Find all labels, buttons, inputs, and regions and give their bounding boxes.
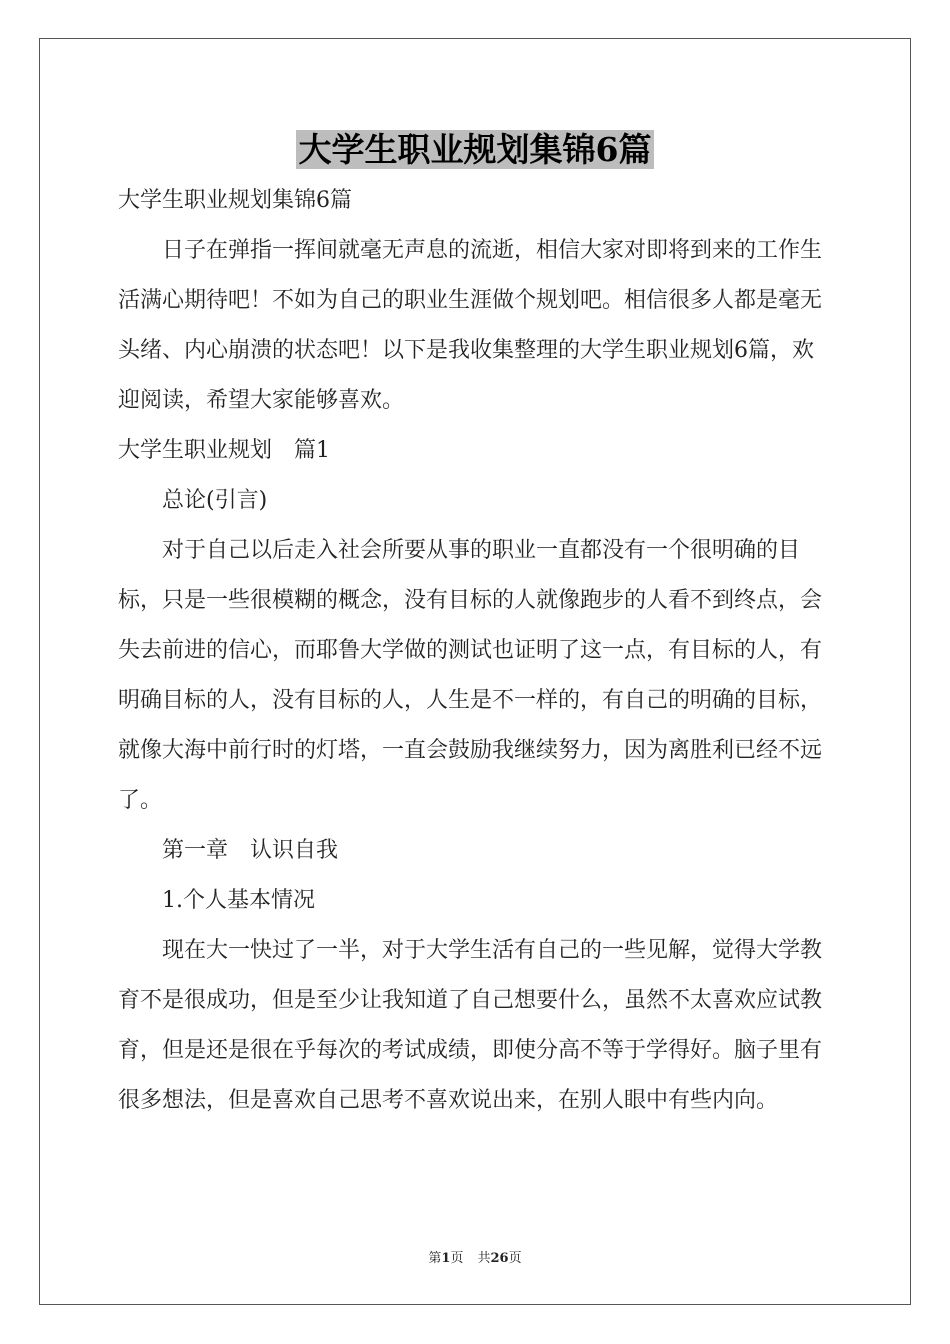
subsection-heading: 总论(引言): [162, 488, 268, 513]
document-body: [118, 176, 833, 1126]
footer-total-pages: 26: [490, 1251, 509, 1266]
paragraph-body: 对于自己以后走入社会所要从事的职业一直都没有一个很明确的目标，只是一些很模糊的概念，没有目标的人就像跑步的人看不到终点，会失去前进的信心，而耶鲁大学做的测试也证明了这一点，有目标的人，有明确目标的人，没有目标的人，人生是不一样的，有自己的明确的目标，就像大海中前行时的灯塔，一直会鼓励我继续努力，因为离胜利已经不远了。: [118, 538, 823, 813]
paragraph-subtitle: 大学生职业规划集锦6篇: [118, 188, 352, 213]
footer-page-prefix: 第: [428, 1251, 442, 1266]
paragraph-body: 现在大一快过了一半，对于大学生活有自己的一些见解，觉得大学教育不是很成功，但是至少让我知道了自己想要什么，虽然不太喜欢应试教育，但是还是很在乎每次的考试成绩，即使分高不等于学得好。脑子里有很多想法，但是喜欢自己思考不喜欢说出来，在别人眼中有些内向。: [118, 938, 823, 1113]
footer-page-suffix: 页: [450, 1251, 464, 1266]
document-title-text: 大学生职业规划集锦6篇: [296, 130, 655, 169]
section-heading: 大学生职业规划 篇1: [118, 438, 330, 463]
page-footer: [0, 1247, 950, 1266]
footer-page-number: 1: [441, 1251, 451, 1266]
chapter-heading: 第一章 认识自我: [162, 838, 339, 863]
item-heading: 1.个人基本情况: [162, 888, 315, 913]
paragraph-intro: 日子在弹指一挥间就毫无声息的流逝，相信大家对即将到来的工作生活满心期待吧！不如为自己的职业生涯做个规划吧。相信很多人都是毫无头绪、内心崩溃的状态吧！以下是我收集整理的大学生职业规划6篇，欢迎阅读，希望大家能够喜欢。: [118, 238, 823, 413]
footer-total-suffix: 页: [508, 1251, 522, 1266]
document-title: [0, 125, 950, 175]
footer-total-prefix: 共: [477, 1251, 491, 1266]
